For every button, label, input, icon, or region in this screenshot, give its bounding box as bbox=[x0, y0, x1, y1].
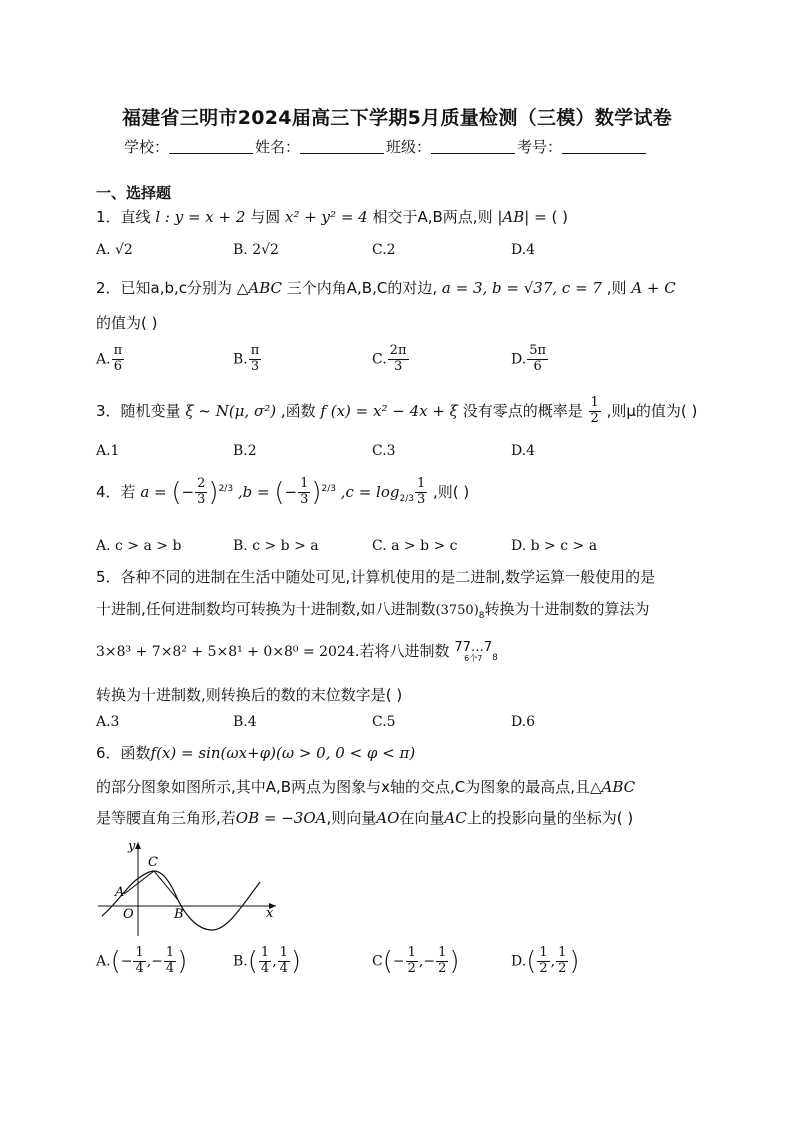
q1-option-c[interactable]: C.2 bbox=[372, 242, 396, 258]
q2-text-c: ,则 bbox=[606, 279, 627, 297]
q4-text-b: ,则( ) bbox=[433, 482, 470, 501]
q2-option-d[interactable]: D. $\frac{5\pi}{6}$ bbox=[511, 343, 547, 374]
q6-option-a[interactable]: A.(− $\frac{1}{4}$ ,− $\frac{1}{4}$ ) bbox=[96, 945, 188, 977]
q6-line2: 的部分图象如图所示,其中A,B两点为图象与x轴的交点,C为图象的最高点,且△ABC bbox=[96, 778, 636, 796]
q2-option-c[interactable]: C. $\frac{2\pi}{3}$ bbox=[372, 343, 407, 374]
q6-line3: 是等腰直角三角形,若OB = −3OA,则向量AO在向量AC上的投影向量的坐标为( ) bbox=[96, 809, 634, 827]
q1-text: 1．直线 bbox=[96, 208, 151, 226]
q3-function: f (x) = x² − 4x + ξ bbox=[320, 401, 458, 420]
q5-line3: 3×8³ + 7×8² + 5×8¹ + 0×8⁰ = 2024.若将八进制数 77…7 6个7 $_8$ bbox=[96, 639, 498, 663]
name-blank[interactable] bbox=[300, 139, 384, 154]
q1-option-d[interactable]: D.4 bbox=[511, 242, 536, 258]
question-6: 6．函数f(x) = sin(ωx+φ)(ω > 0, 0 < φ < π) bbox=[96, 744, 416, 762]
q2-option-b[interactable]: B. $\frac{\pi}{3}$ bbox=[233, 343, 260, 374]
q4-b-lhs: ,b = bbox=[237, 482, 270, 501]
class-blank[interactable] bbox=[431, 139, 515, 154]
q3-option-d[interactable]: D.4 bbox=[511, 443, 536, 459]
q3-text-b: ,函数 bbox=[280, 401, 316, 420]
q4-option-c[interactable]: C. a > b > c bbox=[372, 538, 458, 554]
label-y: y bbox=[128, 839, 136, 854]
q1-expr: |AB| = bbox=[497, 208, 547, 226]
label-c: C bbox=[148, 855, 158, 870]
q1-text-b: 与圆 bbox=[250, 208, 281, 226]
q1-option-a[interactable]: A. √2 bbox=[96, 242, 133, 258]
q5-octal: (3750) bbox=[435, 603, 479, 618]
q6-vector-ao: AO bbox=[376, 809, 400, 827]
label-a: A bbox=[115, 885, 125, 900]
q4-c-fraction: $\frac{1}{3}$ bbox=[416, 476, 426, 507]
q3-text: 3．随机变量 bbox=[96, 401, 181, 420]
triangle-sides bbox=[124, 871, 178, 900]
q3-option-a[interactable]: A.1 bbox=[96, 443, 120, 459]
question-3 bbox=[96, 396, 697, 427]
q5-option-d[interactable]: D.6 bbox=[511, 714, 536, 730]
label-o: O bbox=[123, 907, 134, 922]
q6-option-d[interactable]: D.( $\frac{1}{2}$ , $\frac{1}{2}$ ) bbox=[511, 945, 580, 977]
q3-text-d: ,则μ的值为( ) bbox=[606, 401, 698, 420]
q4-a-exponent: 2/3 bbox=[218, 483, 234, 494]
school-blank[interactable] bbox=[169, 139, 253, 154]
q5-formula: 3×8³ + 7×8² + 5×8¹ + 0×8⁰ = 2024 bbox=[96, 644, 355, 660]
q5-option-b[interactable]: B.4 bbox=[233, 714, 257, 730]
q5-option-c[interactable]: C.5 bbox=[372, 714, 396, 730]
q4-text: 4．若 bbox=[96, 482, 136, 501]
q6-option-c[interactable]: C(− $\frac{1}{2}$ ,− $\frac{1}{2}$ ) bbox=[372, 945, 460, 977]
q2-option-a[interactable]: A. $\frac{\pi}{6}$ bbox=[96, 343, 123, 374]
q6-function: f(x) = sin(ωx+φ)(ω > 0, 0 < φ < π) bbox=[150, 744, 416, 762]
number-blank[interactable] bbox=[562, 139, 646, 154]
q1-option-b[interactable]: B. 2√2 bbox=[233, 242, 279, 258]
q5-line2: 十进制,任何进制数均可转换为十进制数,如八进制数$(3750)_8$转换为十进制数的算法为 bbox=[96, 600, 650, 621]
q6-vector-equation: OB = −3OA bbox=[235, 809, 327, 827]
q5-option-a[interactable]: A.3 bbox=[96, 714, 120, 730]
page-title: 福建省三明市2024届高三下学期5月质量检测（三模）数学试卷 bbox=[121, 107, 673, 129]
q1-answer-paren: ( ) bbox=[551, 208, 568, 226]
q6-option-b[interactable]: B.( $\frac{1}{4}$ , $\frac{1}{4}$ ) bbox=[233, 945, 302, 977]
question-4: 4．若 a = (− $\frac{2}{3}$ )$^{2/3}$ ,b = (− $\frac{1}{3}$ )$^{2/3}$ $,c = \log_{2/3}$ $\frac{1}{3}$ ,则( ) bbox=[96, 476, 470, 508]
question-2 bbox=[96, 277, 676, 298]
q3-option-b[interactable]: B.2 bbox=[233, 443, 257, 459]
q2-text-b: 三个内角A,B,C的对边, bbox=[286, 279, 438, 297]
q3-fraction: $\frac{1}{2}$ bbox=[590, 395, 599, 426]
y-axis-arrow bbox=[135, 842, 141, 849]
q3-text-c: 没有零点的概率是 bbox=[462, 401, 583, 420]
q1-text-c: 相交于A,B两点,则 bbox=[372, 208, 493, 226]
q6-sine-graph bbox=[96, 838, 286, 938]
name-label: 姓名： bbox=[255, 138, 301, 156]
q4-b-fraction: $\frac{1}{3}$ bbox=[300, 476, 309, 507]
q6-vector-ac: AC bbox=[444, 809, 467, 827]
q1-line-eq: l : y = x + 2 bbox=[155, 208, 246, 226]
number-label: 考号： bbox=[517, 138, 563, 156]
q1-circle-eq: x² + y² = 4 bbox=[284, 208, 368, 226]
q6-triangle: △ABC bbox=[589, 778, 636, 796]
q5-octal-number: 77…7 6个7 bbox=[454, 639, 493, 663]
q4-option-a[interactable]: A. c > a > b bbox=[96, 538, 182, 554]
q4-option-b[interactable]: B. c > b > a bbox=[233, 538, 319, 554]
label-b: B bbox=[174, 907, 184, 922]
q2-line2: 的值为( ) bbox=[96, 314, 158, 332]
class-label: 班级： bbox=[386, 138, 432, 156]
q4-c-base: 2/3 bbox=[399, 493, 414, 504]
q2-expr: A + C bbox=[631, 279, 676, 297]
q2-text: 2．已知a,b,c分别为 bbox=[96, 279, 233, 297]
question-1 bbox=[96, 206, 568, 227]
section-title: 一、选择题 bbox=[96, 184, 172, 202]
q4-a-lhs: a = bbox=[140, 482, 167, 501]
q4-option-d[interactable]: D. b > c > a bbox=[511, 538, 598, 554]
q4-c-lhs: ,c = log bbox=[340, 482, 400, 501]
q3-distribution: ξ ~ N(μ, σ²) bbox=[185, 401, 277, 420]
q4-a-fraction: $\frac{2}{3}$ bbox=[197, 476, 206, 507]
q5-line4: 转换为十进制数,则转换后的数的末位数字是( ) bbox=[96, 686, 403, 704]
q2-values: a = 3, b = √37, c = 7 bbox=[441, 279, 602, 297]
label-x: x bbox=[266, 906, 274, 921]
q5-line1: 5．各种不同的进制在生活中随处可见,计算机使用的是二进制,数学运算一般使用的是 bbox=[96, 568, 656, 586]
school-label: 学校： bbox=[124, 138, 170, 156]
q4-b-exponent: 2/3 bbox=[321, 483, 336, 494]
q2-triangle: △ABC bbox=[236, 279, 282, 297]
student-info-line bbox=[124, 136, 648, 157]
q3-option-c[interactable]: C.3 bbox=[372, 443, 396, 459]
